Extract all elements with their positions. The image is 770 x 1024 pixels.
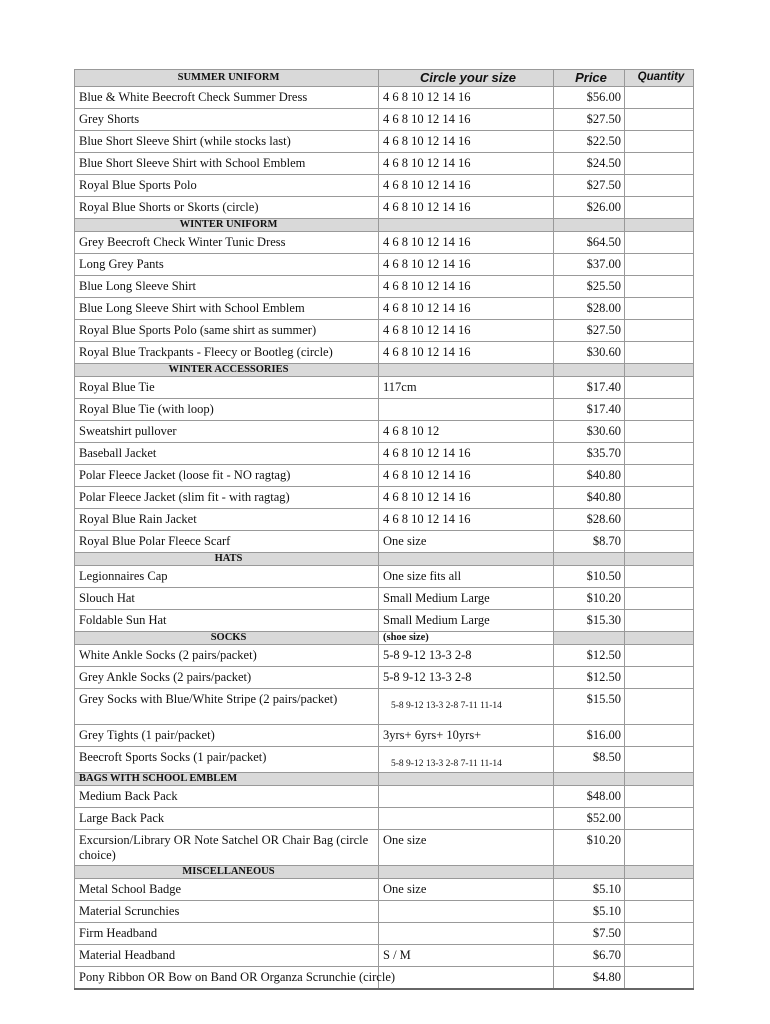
item-price: $5.10 xyxy=(554,901,625,923)
size-options[interactable]: 3yrs+ 6yrs+ 10yrs+ xyxy=(379,725,554,747)
quantity-field[interactable] xyxy=(625,901,694,923)
empty-cell xyxy=(379,866,554,879)
empty-cell xyxy=(554,773,625,786)
size-options[interactable]: 4 6 8 10 12 14 16 xyxy=(379,232,554,254)
quantity-field[interactable] xyxy=(625,298,694,320)
size-options[interactable]: 5-8 9-12 13-3 2-8 xyxy=(379,667,554,689)
table-row xyxy=(75,509,694,531)
table-row xyxy=(75,830,694,866)
item-name: Material Headband xyxy=(75,945,379,967)
item-name: Blue Long Sleeve Shirt with School Emblem xyxy=(75,298,379,320)
item-price: $17.40 xyxy=(554,377,625,399)
size-options[interactable]: 4 6 8 10 12 14 16 xyxy=(379,509,554,531)
item-price: $12.50 xyxy=(554,667,625,689)
size-note: (shoe size) xyxy=(379,632,554,645)
quantity-field[interactable] xyxy=(625,443,694,465)
size-options[interactable]: 4 6 8 10 12 14 16 xyxy=(379,175,554,197)
item-price: $16.00 xyxy=(554,725,625,747)
item-price: $6.70 xyxy=(554,945,625,967)
size-options[interactable]: 5-8 9-12 13-3 2-8 7-11 11-14 xyxy=(379,689,554,725)
quantity-field[interactable] xyxy=(625,945,694,967)
quantity-field[interactable] xyxy=(625,923,694,945)
item-name: Royal Blue Polar Fleece Scarf xyxy=(75,531,379,553)
size-options[interactable]: 4 6 8 10 12 14 16 xyxy=(379,443,554,465)
quantity-field[interactable] xyxy=(625,465,694,487)
table-row xyxy=(75,689,694,725)
item-price: $17.40 xyxy=(554,399,625,421)
table-row xyxy=(75,232,694,254)
item-price: $24.50 xyxy=(554,153,625,175)
size-options[interactable]: One size xyxy=(379,879,554,901)
item-price: $25.50 xyxy=(554,276,625,298)
section-header-row xyxy=(75,553,694,566)
table-row xyxy=(75,531,694,553)
section-heading: MISCELLANEOUS xyxy=(75,866,379,879)
size-options[interactable]: 4 6 8 10 12 14 16 xyxy=(379,487,554,509)
table-row xyxy=(75,175,694,197)
uniform-order-form xyxy=(74,69,693,990)
empty-cell xyxy=(554,866,625,879)
item-name: Long Grey Pants xyxy=(75,254,379,276)
section-header-row xyxy=(75,773,694,786)
table-row xyxy=(75,566,694,588)
item-price: $48.00 xyxy=(554,786,625,808)
quantity-field[interactable] xyxy=(625,87,694,109)
size-options[interactable]: One size xyxy=(379,531,554,553)
quantity-field[interactable] xyxy=(625,175,694,197)
quantity-field[interactable] xyxy=(625,667,694,689)
item-name: Royal Blue Tie xyxy=(75,377,379,399)
item-name: Large Back Pack xyxy=(75,808,379,830)
item-price: $5.10 xyxy=(554,879,625,901)
item-price: $30.60 xyxy=(554,342,625,364)
size-options[interactable]: 4 6 8 10 12 xyxy=(379,421,554,443)
table-row xyxy=(75,298,694,320)
item-price: $27.50 xyxy=(554,109,625,131)
size-options[interactable]: 4 6 8 10 12 14 16 xyxy=(379,131,554,153)
size-options[interactable] xyxy=(379,967,554,989)
empty-cell xyxy=(379,773,554,786)
item-price: $30.60 xyxy=(554,421,625,443)
size-options[interactable] xyxy=(379,901,554,923)
item-price: $10.50 xyxy=(554,566,625,588)
table-row xyxy=(75,945,694,967)
size-options[interactable]: One size fits all xyxy=(379,566,554,588)
item-price: $56.00 xyxy=(554,87,625,109)
item-name: Polar Fleece Jacket (loose fit - NO ragtag) xyxy=(75,465,379,487)
size-options[interactable] xyxy=(379,808,554,830)
quantity-field[interactable] xyxy=(625,276,694,298)
quantity-field[interactable] xyxy=(625,377,694,399)
item-name: Blue Short Sleeve Shirt with School Emblem xyxy=(75,153,379,175)
quantity-field[interactable] xyxy=(625,645,694,667)
size-options[interactable]: 4 6 8 10 12 14 16 xyxy=(379,109,554,131)
item-name: Grey Socks with Blue/White Stripe (2 pairs/packet) xyxy=(75,689,379,725)
item-price: $28.00 xyxy=(554,298,625,320)
table-header-row xyxy=(75,70,694,87)
item-price: $37.00 xyxy=(554,254,625,276)
item-price: $8.50 xyxy=(554,747,625,773)
quantity-field[interactable] xyxy=(625,588,694,610)
item-price: $22.50 xyxy=(554,131,625,153)
quantity-field[interactable] xyxy=(625,531,694,553)
empty-cell xyxy=(625,219,694,232)
item-name: Royal Blue Trackpants - Fleecy or Bootleg (circle) xyxy=(75,342,379,364)
table-row xyxy=(75,276,694,298)
table-row xyxy=(75,901,694,923)
item-price: $52.00 xyxy=(554,808,625,830)
table-row xyxy=(75,320,694,342)
item-price: $26.00 xyxy=(554,197,625,219)
table-row xyxy=(75,487,694,509)
item-name: Blue Short Sleeve Shirt (while stocks last) xyxy=(75,131,379,153)
empty-cell xyxy=(379,364,554,377)
table-row xyxy=(75,443,694,465)
table-row xyxy=(75,610,694,632)
item-name: Metal School Badge xyxy=(75,879,379,901)
item-name: Royal Blue Sports Polo (same shirt as summer) xyxy=(75,320,379,342)
item-price: $8.70 xyxy=(554,531,625,553)
quantity-field[interactable] xyxy=(625,421,694,443)
quantity-field[interactable] xyxy=(625,320,694,342)
size-options[interactable]: One size xyxy=(379,830,554,866)
size-options[interactable]: 4 6 8 10 12 14 16 xyxy=(379,197,554,219)
size-options[interactable]: 4 6 8 10 12 14 16 xyxy=(379,254,554,276)
item-name: Material Scrunchies xyxy=(75,901,379,923)
section-heading: BAGS WITH SCHOOL EMBLEM xyxy=(75,773,379,786)
quantity-field[interactable] xyxy=(625,487,694,509)
item-name: Grey Beecroft Check Winter Tunic Dress xyxy=(75,232,379,254)
quantity-field[interactable] xyxy=(625,509,694,531)
empty-cell xyxy=(379,553,554,566)
quantity-field[interactable] xyxy=(625,610,694,632)
quantity-field[interactable] xyxy=(625,967,694,989)
item-name: Grey Shorts xyxy=(75,109,379,131)
table-row xyxy=(75,465,694,487)
empty-cell xyxy=(625,866,694,879)
item-price: $4.80 xyxy=(554,967,625,989)
item-price: $7.50 xyxy=(554,923,625,945)
quantity-field[interactable] xyxy=(625,689,694,725)
size-options[interactable]: S / M xyxy=(379,945,554,967)
quantity-field[interactable] xyxy=(625,131,694,153)
item-price: $27.50 xyxy=(554,175,625,197)
quantity-field[interactable] xyxy=(625,109,694,131)
size-options[interactable]: 4 6 8 10 12 14 16 xyxy=(379,276,554,298)
section-header-row xyxy=(75,364,694,377)
quantity-field[interactable] xyxy=(625,830,694,866)
item-name: Firm Headband xyxy=(75,923,379,945)
item-name: Blue Long Sleeve Shirt xyxy=(75,276,379,298)
item-name: Excursion/Library OR Note Satchel OR Chair Bag (circle choice) xyxy=(75,830,379,866)
table-row xyxy=(75,399,694,421)
table-row xyxy=(75,131,694,153)
table-row xyxy=(75,786,694,808)
quantity-field[interactable] xyxy=(625,232,694,254)
section-header-row xyxy=(75,632,694,645)
item-price: $40.80 xyxy=(554,465,625,487)
table-row xyxy=(75,109,694,131)
section-heading: SUMMER UNIFORM xyxy=(75,70,379,87)
table-row xyxy=(75,747,694,773)
size-options[interactable]: 4 6 8 10 12 14 16 xyxy=(379,342,554,364)
empty-cell xyxy=(554,553,625,566)
size-options[interactable]: 4 6 8 10 12 14 16 xyxy=(379,298,554,320)
size-options[interactable]: 4 6 8 10 12 14 16 xyxy=(379,87,554,109)
quantity-field[interactable] xyxy=(625,725,694,747)
section-heading: WINTER ACCESSORIES xyxy=(75,364,379,377)
item-name: Legionnaires Cap xyxy=(75,566,379,588)
item-name: Polar Fleece Jacket (slim fit - with ragtag) xyxy=(75,487,379,509)
table-row xyxy=(75,808,694,830)
quantity-field[interactable] xyxy=(625,197,694,219)
item-name: Royal Blue Shorts or Skorts (circle) xyxy=(75,197,379,219)
quantity-field[interactable] xyxy=(625,399,694,421)
empty-cell xyxy=(625,553,694,566)
item-name: Sweatshirt pullover xyxy=(75,421,379,443)
empty-cell xyxy=(379,219,554,232)
item-name: Grey Ankle Socks (2 pairs/packet) xyxy=(75,667,379,689)
empty-cell xyxy=(625,632,694,645)
size-options[interactable]: Small Medium Large xyxy=(379,588,554,610)
empty-cell xyxy=(554,364,625,377)
item-price: $64.50 xyxy=(554,232,625,254)
size-options[interactable]: 5-8 9-12 13-3 2-8 xyxy=(379,645,554,667)
table-row xyxy=(75,254,694,276)
size-options[interactable]: 4 6 8 10 12 14 16 xyxy=(379,153,554,175)
quantity-field[interactable] xyxy=(625,342,694,364)
item-price: $10.20 xyxy=(554,588,625,610)
quantity-field[interactable] xyxy=(625,566,694,588)
item-price: $15.50 xyxy=(554,689,625,725)
table-row xyxy=(75,923,694,945)
price-column-header: Price xyxy=(554,70,625,87)
quantity-column-header: Quantity xyxy=(625,70,694,87)
size-options[interactable] xyxy=(379,399,554,421)
table-row xyxy=(75,645,694,667)
size-options[interactable] xyxy=(379,923,554,945)
item-price: $28.60 xyxy=(554,509,625,531)
item-name: Slouch Hat xyxy=(75,588,379,610)
item-name: White Ankle Socks (2 pairs/packet) xyxy=(75,645,379,667)
table-row xyxy=(75,588,694,610)
section-header-row xyxy=(75,219,694,232)
empty-cell xyxy=(625,773,694,786)
quantity-field[interactable] xyxy=(625,747,694,773)
size-options[interactable]: 4 6 8 10 12 14 16 xyxy=(379,465,554,487)
table-row xyxy=(75,153,694,175)
table-row xyxy=(75,725,694,747)
table-row xyxy=(75,879,694,901)
size-options[interactable] xyxy=(379,786,554,808)
section-heading: WINTER UNIFORM xyxy=(75,219,379,232)
empty-cell xyxy=(554,219,625,232)
item-price: $27.50 xyxy=(554,320,625,342)
section-heading: SOCKS xyxy=(75,632,379,645)
item-price: $10.20 xyxy=(554,830,625,866)
section-header-row xyxy=(75,866,694,879)
quantity-field[interactable] xyxy=(625,786,694,808)
item-price: $15.30 xyxy=(554,610,625,632)
quantity-field[interactable] xyxy=(625,879,694,901)
table-row xyxy=(75,667,694,689)
table-row xyxy=(75,197,694,219)
quantity-field[interactable] xyxy=(625,808,694,830)
item-price: $35.70 xyxy=(554,443,625,465)
item-name: Royal Blue Tie (with loop) xyxy=(75,399,379,421)
size-options[interactable]: 117cm xyxy=(379,377,554,399)
item-price: $12.50 xyxy=(554,645,625,667)
size-options[interactable]: 5-8 9-12 13-3 2-8 7-11 11-14 xyxy=(379,747,554,773)
size-options[interactable]: 4 6 8 10 12 14 16 xyxy=(379,320,554,342)
item-name: Pony Ribbon OR Bow on Band OR Organza Scrunchie (circle) xyxy=(75,967,379,989)
empty-cell xyxy=(625,364,694,377)
table-row xyxy=(75,421,694,443)
item-name: Medium Back Pack xyxy=(75,786,379,808)
empty-cell xyxy=(554,632,625,645)
item-name: Royal Blue Sports Polo xyxy=(75,175,379,197)
quantity-field[interactable] xyxy=(625,254,694,276)
price-list-table xyxy=(74,69,694,990)
size-options[interactable]: Small Medium Large xyxy=(379,610,554,632)
quantity-field[interactable] xyxy=(625,153,694,175)
table-row xyxy=(75,342,694,364)
item-name: Grey Tights (1 pair/packet) xyxy=(75,725,379,747)
item-name: Beecroft Sports Socks (1 pair/packet) xyxy=(75,747,379,773)
item-name: Baseball Jacket xyxy=(75,443,379,465)
table-row xyxy=(75,967,694,989)
item-name: Blue & White Beecroft Check Summer Dress xyxy=(75,87,379,109)
section-heading: HATS xyxy=(75,553,379,566)
size-column-header: Circle your size xyxy=(379,70,554,87)
table-row xyxy=(75,377,694,399)
item-price: $40.80 xyxy=(554,487,625,509)
item-name: Royal Blue Rain Jacket xyxy=(75,509,379,531)
table-row xyxy=(75,87,694,109)
item-name: Foldable Sun Hat xyxy=(75,610,379,632)
